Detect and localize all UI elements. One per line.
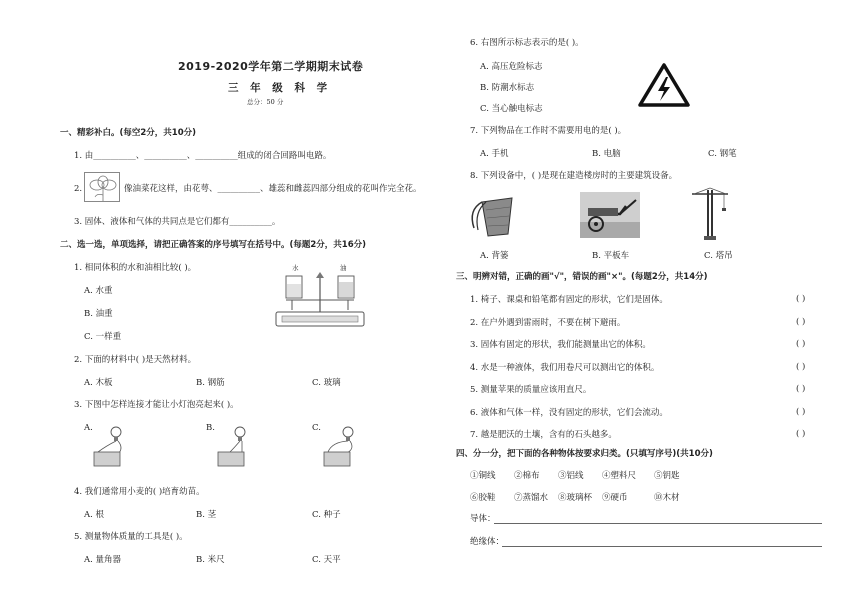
s1-question-2-number: 2. bbox=[74, 184, 83, 194]
subject-title: 三 年 级 科 学 bbox=[228, 82, 332, 94]
answer-paren: ( ) bbox=[796, 339, 806, 349]
back-basket-icon bbox=[466, 192, 526, 238]
balance-label-water: 水 bbox=[292, 264, 299, 272]
section2-heading: 二、选一选，单项选择，请把正确答案的序号填写在括号中。(每题2分，共16分) bbox=[60, 240, 367, 250]
material-item: ⑨硬币 bbox=[602, 493, 628, 503]
material-item: ①铜线 bbox=[470, 471, 496, 481]
balance-scale-image bbox=[272, 264, 368, 330]
s2-question-8: 8. 下列设备中，( )是现在建造楼房时的主要建筑设备。 bbox=[470, 171, 678, 181]
balance-label-oil: 油 bbox=[340, 264, 347, 272]
s2-q4-option-b: B. 茎 bbox=[196, 510, 217, 520]
conductor-label: 导体： bbox=[470, 514, 496, 524]
rapeseed-flower-image bbox=[84, 172, 120, 202]
tower-crane-icon bbox=[690, 186, 730, 242]
electric-shock-warning-sign bbox=[638, 63, 690, 107]
material-item: ⑧玻璃杯 bbox=[558, 493, 593, 503]
s2-q1-option-a: A. 水重 bbox=[84, 286, 113, 296]
circuit-b-image bbox=[212, 424, 258, 470]
s3-item-6: 6. 液体和气体一样，没有固定的形状，它们会流动。 bbox=[470, 408, 668, 418]
high-voltage-warning-icon bbox=[638, 63, 690, 107]
s1-question-2: 像油菜花这样，由花萼、__________、雄蕊和雌蕊四部分组成的花叫作完全花。 bbox=[124, 184, 422, 194]
s2-q7-option-a: A. 手机 bbox=[480, 149, 509, 159]
bulb-battery-icon bbox=[88, 424, 134, 470]
insulator-answer-line[interactable] bbox=[502, 546, 822, 547]
s2-q8-option-a: A. 背篓 bbox=[480, 251, 509, 261]
s2-question-5: 5. 测量物体质量的工具是( )。 bbox=[74, 532, 188, 542]
material-item: ⑥胶鞋 bbox=[470, 493, 496, 503]
insulator-label: 绝缘体： bbox=[470, 537, 505, 547]
flatbed-cart-icon bbox=[580, 192, 640, 238]
s2-q5-option-a: A. 量角器 bbox=[84, 555, 122, 565]
s3-item-3: 3. 固体有固定的形状，我们能测量出它的体积。 bbox=[470, 340, 651, 350]
answer-paren: ( ) bbox=[796, 384, 806, 394]
s2-question-4: 4. 我们通常用小麦的( )培育幼苗。 bbox=[74, 487, 205, 497]
s2-q1-option-b: B. 油重 bbox=[84, 309, 113, 319]
answer-paren: ( ) bbox=[796, 429, 806, 439]
material-item: ③铝线 bbox=[558, 471, 584, 481]
s2-q2-option-a: A. 木板 bbox=[84, 378, 113, 388]
s1-question-3: 3. 固体、液体和气体的共同点是它们都有__________。 bbox=[74, 217, 281, 227]
s2-question-6: 6. 右图所示标志表示的是( )。 bbox=[470, 38, 584, 48]
balance-scale-icon bbox=[272, 264, 368, 330]
s3-item-5: 5. 测量苹果的质量应该用直尺。 bbox=[470, 385, 592, 395]
material-item: ⑦蒸馏水 bbox=[514, 493, 549, 503]
s2-q3-option-c: C. bbox=[312, 423, 321, 433]
answer-paren: ( ) bbox=[796, 294, 806, 304]
s2-q6-option-b: B. 防潮水标志 bbox=[480, 83, 535, 93]
tower-crane-image bbox=[690, 186, 730, 242]
total-score-note: 总分：50 分 bbox=[247, 98, 284, 106]
circuit-c-image bbox=[318, 424, 364, 470]
s2-q3-option-b: B. bbox=[206, 423, 215, 433]
s2-q6-option-c: C. 当心触电标志 bbox=[480, 104, 543, 114]
cart-image bbox=[580, 192, 640, 238]
s2-q4-option-c: C. 种子 bbox=[312, 510, 341, 520]
s1-question-1: 1. 由__________、__________、__________组成的闭合回路叫电路。 bbox=[74, 151, 332, 161]
section4-heading: 四、分一分，把下面的各种物体按要求归类。(只填写序号)(共10分) bbox=[456, 449, 713, 459]
s2-question-3: 3. 下图中怎样连接才能让小灯泡亮起来( )。 bbox=[74, 400, 239, 410]
answer-paren: ( ) bbox=[796, 362, 806, 372]
s2-q2-option-c: C. 玻璃 bbox=[312, 378, 341, 388]
s3-item-1: 1. 椅子、课桌和铅笔都有固定的形状，它们是固体。 bbox=[470, 295, 668, 305]
s2-q7-option-b: B. 电脑 bbox=[592, 149, 621, 159]
s2-q1-option-c: C. 一样重 bbox=[84, 332, 122, 342]
s2-q4-option-a: A. 根 bbox=[84, 510, 105, 520]
basket-image bbox=[466, 192, 526, 238]
section3-heading: 三、明辨对错，正确的画"√"，错误的画"×"。(每题2分，共14分) bbox=[456, 272, 708, 282]
answer-paren: ( ) bbox=[796, 317, 806, 327]
s2-question-1: 1. 相同体积的水和油相比较( )。 bbox=[74, 263, 197, 273]
material-item: ⑤钥匙 bbox=[654, 471, 680, 481]
bulb-battery-icon bbox=[212, 424, 258, 470]
material-item: ⑩木材 bbox=[654, 493, 680, 503]
s2-q5-option-b: B. 米尺 bbox=[196, 555, 225, 565]
s2-q5-option-c: C. 天平 bbox=[312, 555, 341, 565]
material-item: ④塑料尺 bbox=[602, 471, 637, 481]
s2-q3-option-a: A. bbox=[84, 423, 93, 433]
s3-item-7: 7. 越是肥沃的土壤，含有的石头越多。 bbox=[470, 430, 617, 440]
s3-item-2: 2. 在户外遇到雷雨时，不要在树下避雨。 bbox=[470, 318, 626, 328]
material-item: ②棉布 bbox=[514, 471, 540, 481]
s2-q8-option-b: B. 平板车 bbox=[592, 251, 630, 261]
s2-q6-option-a: A. 高压危险标志 bbox=[480, 62, 543, 72]
s2-q2-option-b: B. 钢筋 bbox=[196, 378, 225, 388]
bulb-battery-icon bbox=[318, 424, 364, 470]
answer-paren: ( ) bbox=[796, 407, 806, 417]
s2-question-2: 2. 下面的材料中( )是天然材料。 bbox=[74, 355, 197, 365]
exam-title: 2019-2020学年第二学期期末试卷 bbox=[178, 60, 364, 73]
section1-heading: 一、精彩补白。(每空2分，共10分) bbox=[60, 128, 197, 138]
circuit-a-image bbox=[88, 424, 134, 470]
s2-q8-option-c: C. 塔吊 bbox=[704, 251, 733, 261]
s3-item-4: 4. 水是一种液体，我们用卷尺可以测出它的体积。 bbox=[470, 363, 660, 373]
conductor-answer-line[interactable] bbox=[494, 523, 822, 524]
flower-icon bbox=[85, 173, 121, 203]
s2-question-7: 7. 下列物品在工作时不需要用电的是( )。 bbox=[470, 126, 627, 136]
s2-q7-option-c: C. 钢笔 bbox=[708, 149, 737, 159]
